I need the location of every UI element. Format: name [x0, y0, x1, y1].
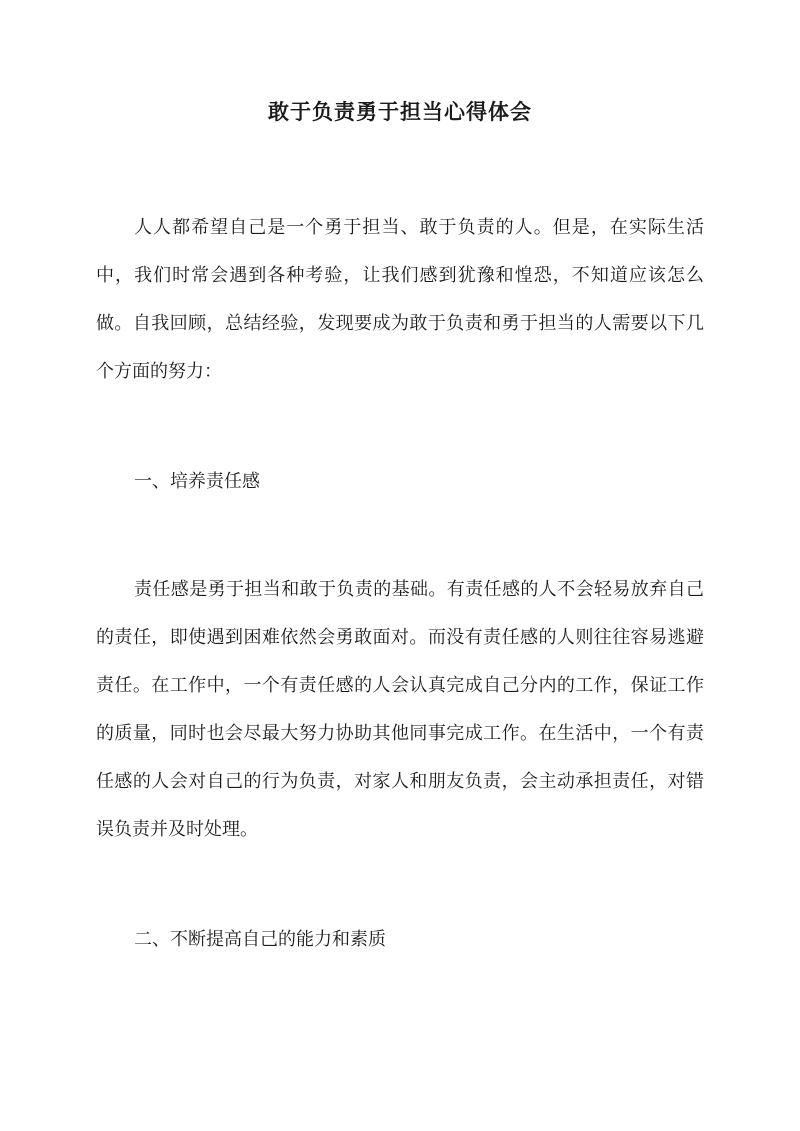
document-title: 敢于负责勇于担当心得体会: [268, 99, 532, 124]
section-heading-2: 二、不断提高自己的能力和素质: [134, 929, 386, 950]
section-body-1: 责任感是勇于担当和敢于负责的基础。有责任感的人不会轻易放弃自己的责任，即使遇到困难依然会勇敢面对。而没有责任感的人则往往容易逃避责任。在工作中，一个有责任感的人会认真完成自己分内的工作，保证工作的质量，同时也会尽最大努力协助其他同事完成工作。在生活中，一个有责任感的人会对自己的行为负责，对家人和朋友负责，会主动承担责任，对错误负责并及时处理。: [96, 579, 704, 840]
section-heading-1: 一、培养责任感: [134, 471, 260, 492]
intro-paragraph: 人人都希望自己是一个勇于担当、敢于负责的人。但是，在实际生活中，我们时常会遇到各种考验，让我们感到犹豫和惶恐，不知道应该怎么做。自我回顾，总结经验，发现要成为敢于负责和勇于担当的人需要以下几个方面的努力：: [96, 217, 704, 382]
